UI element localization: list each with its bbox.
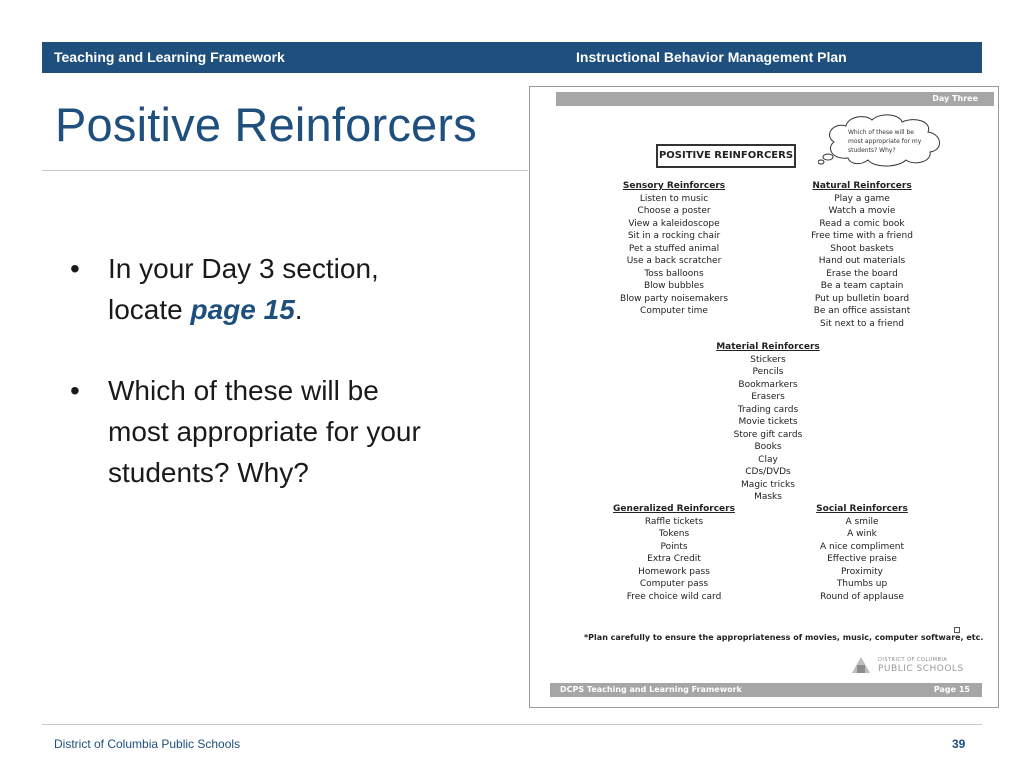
header-bar <box>42 42 982 73</box>
list-item: Books <box>754 442 782 452</box>
social-list <box>792 503 932 603</box>
header-right-title: Instructional Behavior Management Plan <box>576 49 847 65</box>
list-item: Bookmarkers <box>738 379 798 390</box>
list-item: Play a game <box>834 193 890 204</box>
bullet-list <box>70 248 440 533</box>
list-item: Round of applause <box>820 591 904 602</box>
list-item: Tokens <box>658 529 690 539</box>
list-item: Proximity <box>841 566 883 577</box>
bullet-marker: • <box>70 253 80 284</box>
footer-organization: District of Columbia Public Schools <box>54 737 241 751</box>
list-item: Computer time <box>640 306 708 316</box>
bullet-item <box>70 370 440 493</box>
list-item: View a kaleidoscope <box>628 218 720 229</box>
list-item: Thumbs up <box>836 579 888 589</box>
list-item: Erasers <box>751 392 785 402</box>
thought-cloud-text: Which of these will be most appropriate for my students? Why? <box>848 129 922 154</box>
slide-number: 39 <box>952 737 966 751</box>
list-item: Movie tickets <box>738 417 798 427</box>
list-item: Extra Credit <box>647 554 701 564</box>
footer-divider <box>42 724 982 725</box>
document-image <box>529 86 999 708</box>
dcps-logo-mark-icon <box>850 655 872 675</box>
list-item: Use a back scratcher <box>626 256 722 266</box>
list-item: Store gift cards <box>733 429 803 440</box>
doc-footnote: *Plan carefully to ensure the appropriateness of movies, music, computer software, etc. <box>584 633 984 642</box>
list-item: Pencils <box>752 367 784 377</box>
logo-line-2: PUBLIC SCHOOLS <box>878 664 964 674</box>
sensory-heading: Sensory Reinforcers <box>622 181 726 191</box>
bullet-text: In your Day 3 section, locate <box>108 253 379 325</box>
header-left-title: Teaching and Learning Framework <box>54 49 285 65</box>
list-item: Put up bulletin board <box>814 293 910 304</box>
list-item: Be a team captain <box>820 281 904 291</box>
list-item: A smile <box>845 516 879 527</box>
list-item: Blow bubbles <box>644 281 704 291</box>
dcps-logo <box>850 655 972 677</box>
list-item: Shoot baskets <box>830 243 894 254</box>
list-item: Erase the board <box>826 268 898 279</box>
natural-heading: Natural Reinforcers <box>812 181 912 191</box>
list-item: Watch a movie <box>828 206 896 216</box>
doc-page-number: Page 15 <box>933 685 970 694</box>
list-item: CDs/DVDs <box>745 467 791 477</box>
bullet-marker: • <box>70 375 80 406</box>
list-item: Magic tricks <box>741 479 795 490</box>
social-heading: Social Reinforcers <box>816 504 908 514</box>
natural-list <box>792 180 932 330</box>
list-item: Homework pass <box>638 566 710 577</box>
material-list <box>698 341 838 504</box>
logo-line-1: DISTRICT OF COLUMBIA <box>878 657 948 663</box>
doc-heading-box: POSITIVE REINFORCERS <box>656 144 796 168</box>
sensory-list <box>604 180 744 318</box>
list-item: Free time with a friend <box>811 231 913 241</box>
list-item: Clay <box>758 454 778 465</box>
list-item: Be an office assistant <box>813 306 911 316</box>
list-item: Toss balloons <box>644 268 704 279</box>
list-item: Effective praise <box>827 554 897 564</box>
doc-bottom-bar <box>550 683 982 697</box>
list-item: Blow party noisemakers <box>619 293 729 304</box>
list-item: Hand out materials <box>818 256 906 266</box>
list-item: Sit next to a friend <box>820 318 904 329</box>
bullet-text-end: . <box>294 294 303 325</box>
list-item: Pet a stuffed animal <box>628 243 720 254</box>
slide-title: Positive Reinforcers <box>55 98 477 151</box>
list-item: Raffle tickets <box>644 516 704 527</box>
generalized-heading: Generalized Reinforcers <box>613 504 735 514</box>
doc-top-bar: Day Three <box>556 92 994 106</box>
list-item: Masks <box>754 492 782 502</box>
list-item: Choose a poster <box>637 206 711 216</box>
list-item: A wink <box>847 529 877 539</box>
list-item: Trading cards <box>737 404 799 415</box>
list-item: Read a comic book <box>819 218 905 229</box>
list-item: Sit in a rocking chair <box>627 231 721 241</box>
bullet-text: Which of these will be most appropriate for your students? Why? <box>108 375 421 488</box>
list-item: Stickers <box>750 354 786 365</box>
list-item: Points <box>660 541 688 552</box>
list-item: A nice compliment <box>819 541 905 552</box>
bullet-emphasis: page 15 <box>190 294 295 325</box>
list-item: Computer pass <box>639 579 709 589</box>
generalized-list <box>604 503 744 603</box>
bullet-item <box>70 248 440 330</box>
material-heading: Material Reinforcers <box>716 342 820 352</box>
list-item: Free choice wild card <box>626 591 722 602</box>
list-item: Listen to music <box>639 193 709 204</box>
title-divider <box>42 170 528 171</box>
doc-bottom-left: DCPS Teaching and Learning Framework <box>560 685 742 694</box>
